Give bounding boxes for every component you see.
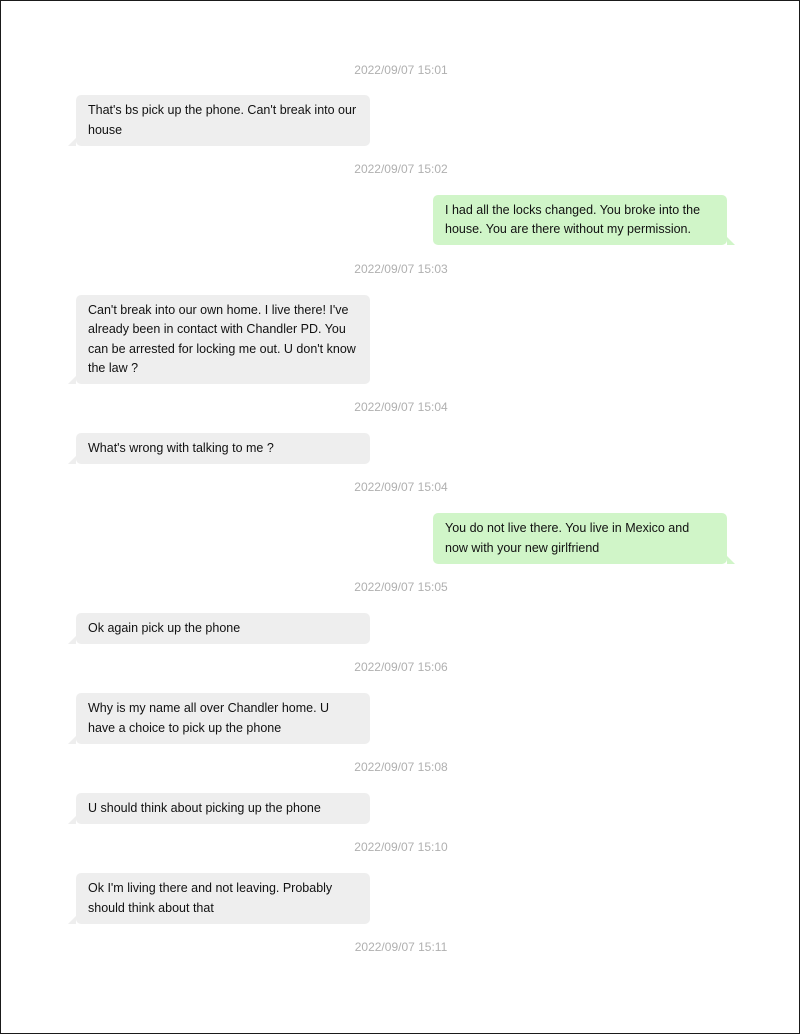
outgoing-message-bubble[interactable]	[433, 513, 727, 564]
message-timestamp: 2022/09/07 15:04	[354, 480, 448, 494]
incoming-message-bubble[interactable]	[76, 95, 370, 146]
message-timestamp: 2022/09/07 15:08	[354, 760, 448, 774]
message-text: Ok I'm living there and not leaving. Probably should think about that	[88, 881, 333, 915]
message-timestamp: 2022/09/07 15:02	[354, 162, 448, 176]
outgoing-message-bubble[interactable]	[433, 195, 727, 245]
message-timestamp: 2022/09/07 15:01	[354, 63, 448, 77]
message-text: That's bs pick up the phone. Can't break into our house	[88, 103, 357, 137]
message-text: You do not live there. You live in Mexico and now with your new girlfriend	[445, 521, 690, 555]
incoming-message-bubble[interactable]	[76, 613, 370, 644]
message-timestamp: 2022/09/07 15:06	[354, 660, 448, 674]
message-text: Why is my name all over Chandler home. U have a choice to pick up the phone	[88, 701, 330, 735]
message-timestamp: 2022/09/07 15:04	[354, 400, 448, 414]
incoming-message-bubble[interactable]	[76, 793, 370, 824]
incoming-message-bubble[interactable]	[76, 433, 370, 464]
incoming-message-bubble[interactable]	[76, 295, 370, 384]
message-timestamp: 2022/09/07 15:10	[354, 840, 448, 854]
message-text: What's wrong with talking to me ?	[88, 440, 274, 455]
message-text: I had all the locks changed. You broke into the house. You are there without my permission.	[445, 202, 701, 236]
incoming-message-bubble[interactable]	[76, 873, 370, 924]
message-timestamp: 2022/09/07 15:11	[354, 940, 448, 954]
incoming-message-bubble[interactable]	[76, 693, 370, 744]
message-text: Can't break into our own home. I live there! I've already been in contact with Chandler PD. You can be arrested for locking me out. U don't know the law ?	[88, 302, 356, 375]
message-timestamp: 2022/09/07 15:03	[354, 262, 448, 276]
message-timestamp: 2022/09/07 15:05	[354, 580, 448, 594]
message-text: Ok again pick up the phone	[88, 620, 241, 635]
message-text: U should think about picking up the phone	[88, 800, 321, 815]
